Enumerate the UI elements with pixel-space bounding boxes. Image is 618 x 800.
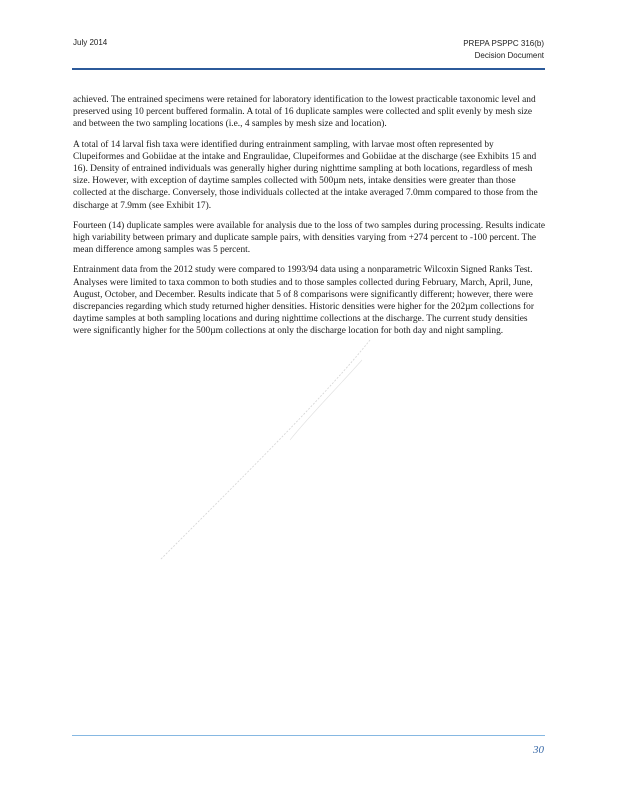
- header-doc-id: PREPA PSPPC 316(b): [463, 39, 544, 48]
- header-date: July 2014: [73, 38, 108, 47]
- paragraph-4: Entrainment data from the 2012 study were compared to 1993/94 data using a nonparametric Wilcoxin Signed Ranks Test. Analyses were limited to taxa common to both studies and to those samples collected during February, March, April, June, August, October, and December. Results indicate that 5 of 8 comparisons were significantly different; however, there were discrepancies regarding which study returned higher densities. Historic densities were higher for the 202µm collections for daytime samples at both sampling locations and during nighttime collections at the discharge. The current study densities were significantly higher for the 500µm collections at only the discharge location for both day and night sampling.: [73, 265, 534, 337]
- body-text: [73, 94, 546, 346]
- page-number: 30: [533, 744, 544, 756]
- paragraph-3: Fourteen (14) duplicate samples were available for analysis due to the loss of two samples during processing. Results indicate high variability between primary and duplicate sample pairs, with densities varying from +274 percent to -100 percent. The mean difference among samples was 5 percent.: [73, 220, 546, 256]
- header-rule: [72, 68, 545, 70]
- paragraph-1: achieved. The entrained specimens were retained for laboratory identification to the lowest practicable taxonomic level and preserved using 10 percent buffered formalin. A total of 16 duplicate samples were collected and split evenly by mesh size and between the two sampling locations (i.e., 4 samples by mesh size and location).: [73, 95, 536, 130]
- footer-rule: [72, 735, 545, 736]
- header-doc-type: Decision Document: [474, 51, 544, 60]
- faint-diagonal-mark: [140, 330, 380, 570]
- header-doc-info: [463, 38, 544, 62]
- paragraph-2: A total of 14 larval fish taxa were identified during entrainment sampling, with larvae most often represented by Clupeiformes and Gobiidae at the intake and Engraulidae, Clupeiformes and Gobiidae at the discharge (see Exhibits 15 and 16). Density of entrained individuals was generally higher during nighttime sampling at both locations, regardless of mesh size. However, with exception of daytime samples collected with 500µm nets, intake densities were greater than those collected at the discharge. Conversely, those individuals collected at the intake averaged 7.0mm compared to those from the discharge at 7.9mm (see Exhibit 17).: [73, 139, 538, 211]
